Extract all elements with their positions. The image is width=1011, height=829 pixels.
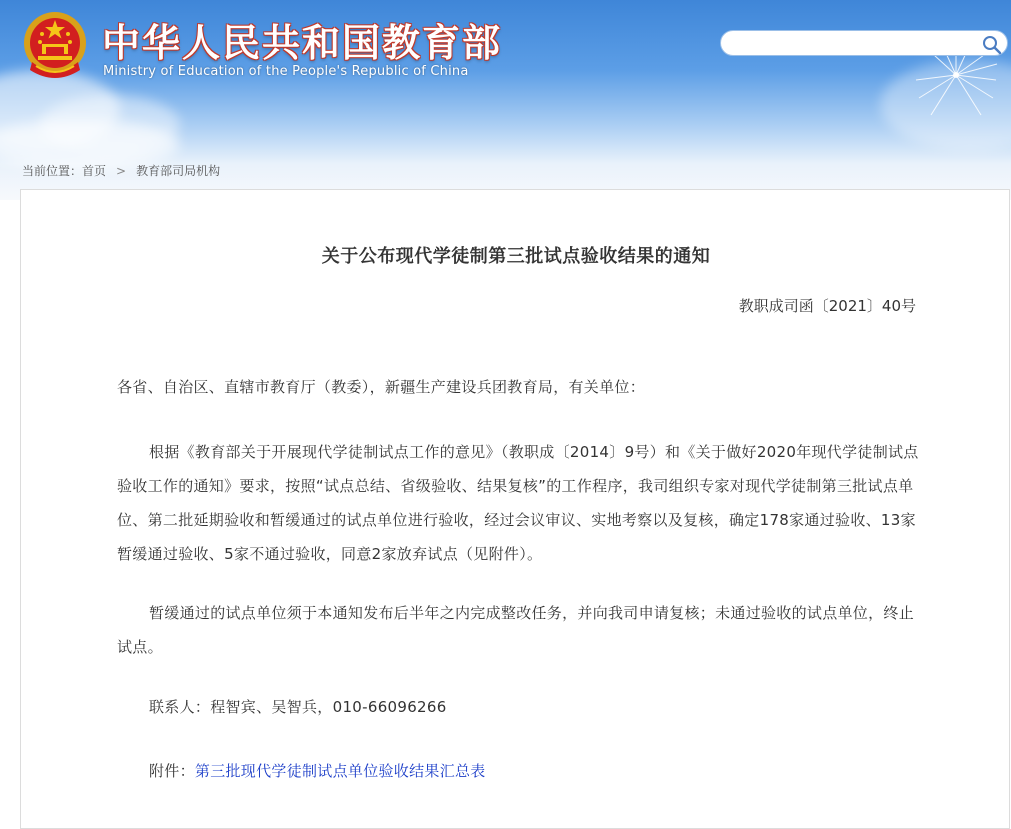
document-salutation: 各省、自治区、直辖市教育厅（教委），新疆生产建设兵团教育局，有关单位： [117,378,646,396]
site-header [0,0,1011,200]
document-title: 关于公布现代学徒制第三批试点验收结果的通知 [321,246,711,267]
breadcrumb-home-link[interactable]: 首页 [82,164,107,178]
document-paragraph: 暂缓通过的试点单位须于本通知发布后半年之内完成整改任务，并向我司申请复核；未通过验收的试点单位，终止试点。 [117,604,915,656]
search-box [720,30,1008,56]
attachment-label: 附件： [149,762,195,780]
breadcrumb-department-link[interactable]: 教育部司局机构 [136,164,221,178]
attachment-link[interactable]: 第三批现代学徒制试点单位验收结果汇总表 [194,762,486,780]
site-title-cn: 中华人民共和国教育部 [102,21,503,65]
article-panel [20,189,1010,829]
document-paragraph: 根据《教育部关于开展现代学徒制试点工作的意见》（教职成〔2014〕9号）和《关于做好2020年现代学徒制试点验收工作的通知》要求，按照“试点总结、省级验收、结果复核”的工作程序，我司组织专家对现代学徒制第三批试点单位、第二批延期验收和暂缓通过的试点单位进行验收，经过会议审议、实地考察以及复核，确定178家通过验收、13家暂缓通过验收、5家不通过验收，同意2家放弃试点（见附件）。 [117,443,919,563]
national-emblem-icon [22,10,88,80]
breadcrumb-prefix: 当前位置： [22,164,83,178]
document-number: 教职成司函〔2021〕40号 [738,297,916,315]
document-contact: 联系人：程智宾、吴智兵，010-66096266 [149,698,447,716]
site-title-en: Ministry of Education of the People's Republic of China [103,64,469,79]
search-icon[interactable] [981,33,1003,55]
search-input[interactable] [731,34,975,54]
breadcrumb-separator: > [116,164,127,178]
breadcrumb [22,162,220,179]
document-attachment [117,754,921,788]
